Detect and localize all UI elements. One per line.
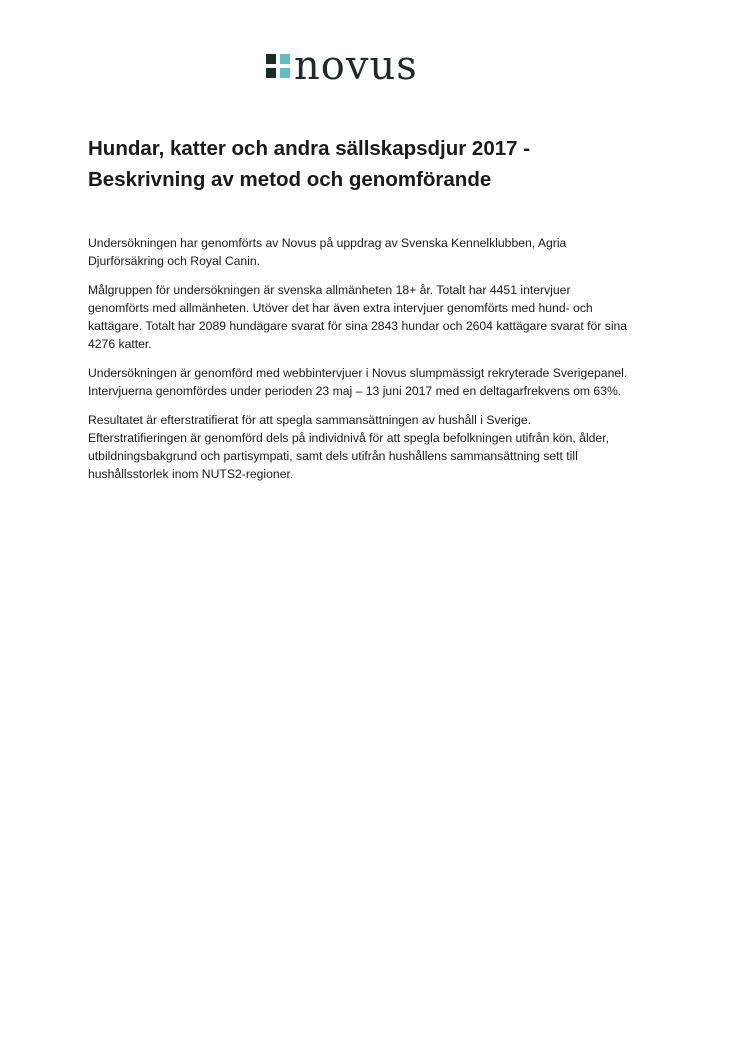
novus-logo-wordmark: novus <box>294 43 418 89</box>
paragraph-method <box>88 364 668 400</box>
document-title-line-2: Beskrivning av metod och genomförande <box>88 168 492 191</box>
paragraph-line: Intervjuerna genomfördes under perioden 23 maj – 13 juni 2017 med en deltagarfrekvens om 63%. <box>88 384 622 398</box>
document-title-line-1: Hundar, katter och andra sällskapsdjur 2017 - <box>88 137 531 160</box>
paragraph-line: kattägare. Totalt har 2089 hundägare svarat för sina 2843 hundar och 2604 kattägare svarat för sina <box>88 319 628 333</box>
novus-logo <box>266 43 418 89</box>
document-title <box>88 133 668 195</box>
document-body <box>88 234 668 494</box>
paragraph-line: Undersökningen har genomförts av Novus på uppdrag av Svenska Kennelklubben, Agria <box>88 236 567 250</box>
paragraph-client <box>88 234 668 270</box>
paragraph-line: Efterstratifieringen är genomförd dels på individnivå för att spegla befolkningen utifrån kön, ålder, <box>88 431 609 445</box>
paragraph-line: Djurförsäkring och Royal Canin. <box>88 254 261 268</box>
paragraph-line: genomförts med allmänheten. Utöver det har även extra intervjuer genomförts med hund- och <box>88 301 593 315</box>
paragraph-weighting <box>88 411 668 483</box>
logo-square-bottom-left <box>266 68 276 78</box>
paragraph-line: utbildningsbakgrund och partisympati, samt dels utifrån hushållens sammansättning sett till <box>88 449 578 463</box>
logo-square-bottom-right <box>280 68 290 78</box>
paragraph-target-group <box>88 281 668 353</box>
paragraph-line: Målgruppen för undersökningen är svenska allmänheten 18+ år. Totalt har 4451 intervjuer <box>88 283 571 297</box>
paragraph-line: hushållsstorlek inom NUTS2-regioner. <box>88 467 294 481</box>
paragraph-line: Undersökningen är genomförd med webbintervjuer i Novus slumpmässigt rekryterade Sverigepanel. <box>88 366 628 380</box>
paragraph-line: Resultatet är efterstratifierat för att spegla sammansättningen av hushåll i Sverige. <box>88 413 532 427</box>
logo-square-top-left <box>266 54 276 64</box>
logo-square-top-right <box>280 54 290 64</box>
novus-logo-mark <box>266 54 290 78</box>
paragraph-line: 4276 katter. <box>88 337 152 351</box>
